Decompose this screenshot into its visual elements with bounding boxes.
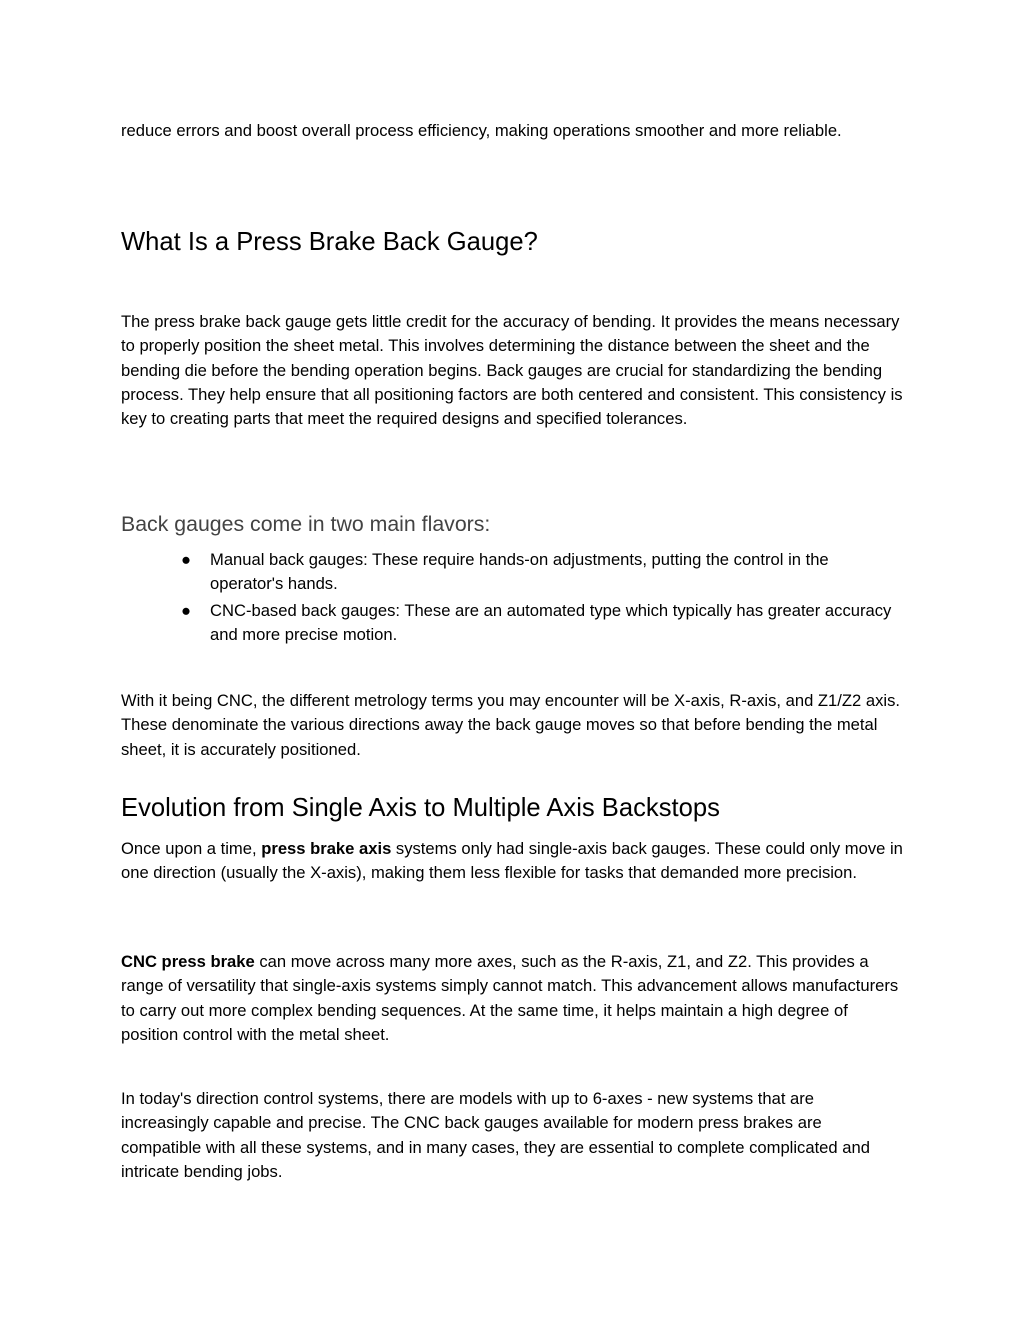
bullet-icon: ● [181, 550, 192, 569]
section-heading-what-is-back-gauge: What Is a Press Brake Back Gauge? [121, 228, 538, 256]
list-item [121, 599, 906, 648]
cnc-press-brake-bold: CNC press brake [121, 952, 255, 971]
evolution-p1-rest: systems only had single-axis back gauges. These could only move in one direction (usually the X-axis), making them less flexible for tasks that demanded more precision. [121, 839, 903, 883]
back-gauge-types-list [121, 548, 906, 649]
list-item-text: CNC-based back gauges: These are an automated type which typically has greater accuracy and more precise motion. [210, 600, 892, 644]
evolution-paragraph-1 [121, 837, 906, 886]
list-item [121, 548, 906, 597]
evolution-p2-rest: can move across many more axes, such as the R-axis, Z1, and Z2. This provides a range of versatility that single-axis systems simply cannot match. This advancement allows manufacturers to carry out more complex bending sequences. At the same time, it helps maintain a high degree of position control with the metal sheet. [121, 952, 899, 1044]
subheading-back-gauge-flavors: Back gauges come in two main flavors: [121, 512, 491, 536]
back-gauge-definition-paragraph: The press brake back gauge gets little credit for the accuracy of bending. It provides the means necessary to properly position the sheet metal. This involves determining the distance between the sheet and the bending die before the bending operation begins. Back gauges are crucial for standardizing the bending process. They help ensure that all positioning factors are both centered and consistent. This consistency is key to creating parts that meet the required designs and specified tolerances. [121, 312, 903, 429]
cnc-axis-terms-paragraph: With it being CNC, the different metrology terms you may encounter will be X-axis, R-axis, and Z1/Z2 axis. These denominate the various directions away the back gauge moves so that before bending the metal sheet, it is accurately positioned. [121, 691, 900, 759]
section-heading-evolution: Evolution from Single Axis to Multiple Axis Backstops [121, 794, 720, 822]
list-item-text: Manual back gauges: These require hands-on adjustments, putting the control in the operator's hands. [210, 550, 829, 594]
evolution-paragraph-3: In today's direction control systems, there are models with up to 6-axes - new systems that are increasingly capable and precise. The CNC back gauges available for modern press brakes are compatible with all these systems, and in many cases, they are essential to complete complicated and intricate bending jobs. [121, 1089, 870, 1181]
evolution-p1-lead: Once upon a time, [121, 839, 262, 858]
evolution-paragraph-2 [121, 950, 906, 1047]
press-brake-axis-bold: press brake axis [261, 839, 392, 858]
bullet-icon: ● [181, 600, 192, 620]
document-page [121, 0, 906, 1325]
intro-paragraph: reduce errors and boost overall process efficiency, making operations smoother and more reliable. [121, 121, 842, 140]
